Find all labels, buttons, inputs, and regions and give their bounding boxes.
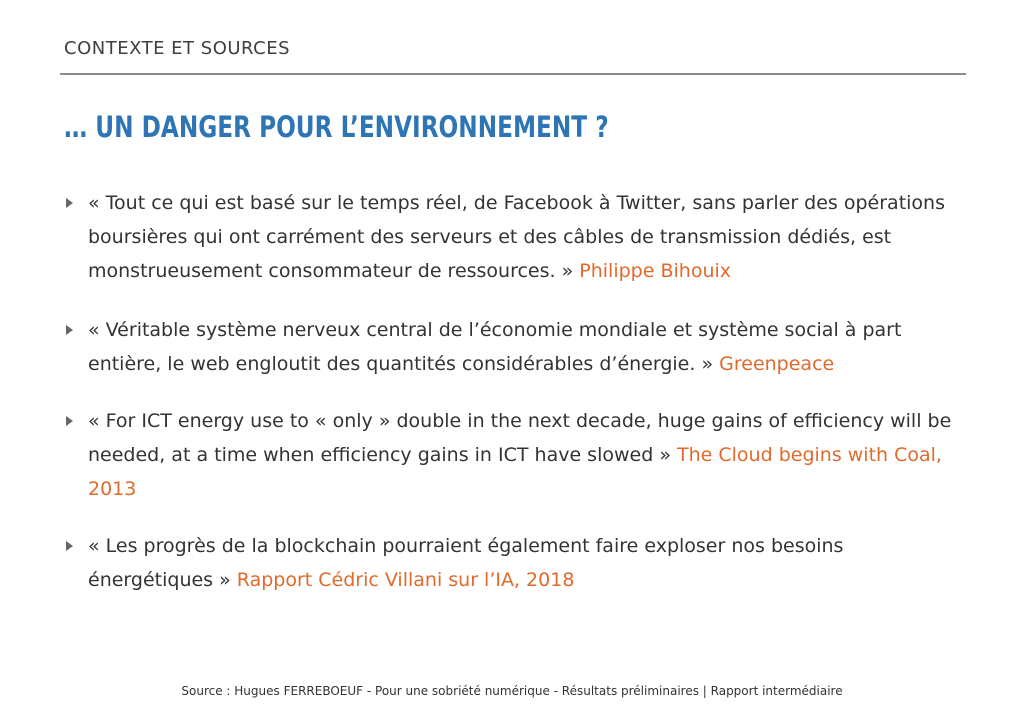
footer-source: Source : Hugues FERREBOEUF - Pour une sobriété numérique - Résultats préliminaires | Rapport intermédiaire — [181, 684, 843, 698]
bullet-quote: « Tout ce qui est basé sur le temps réel, de Facebook à Twitter, sans parler des opérations boursières qui ont carrément des serveurs et des câbles de transmission dédiés, est monstrueusement consommateur de ressources. » — [88, 192, 945, 282]
triangle-bullet-icon — [66, 325, 73, 335]
bullet-item — [64, 186, 964, 288]
triangle-bullet-icon — [66, 198, 73, 208]
bullet-item — [64, 529, 964, 597]
section-label: CONTEXTE ET SOURCES — [64, 38, 291, 59]
bullet-item — [64, 313, 964, 381]
bullet-attribution: Philippe Bihouix — [579, 260, 732, 282]
triangle-bullet-icon — [66, 541, 73, 551]
bullet-quote: « Les progrès de la blockchain pourraient également faire exploser nos besoins énergétiques » — [88, 535, 844, 591]
section-divider — [60, 73, 966, 75]
bullet-quote: « Véritable système nerveux central de l’économie mondiale et système social à part entière, le web engloutit des quantités considérables d’énergie. » — [88, 319, 902, 375]
slide-title: … UN DANGER POUR L’ENVIRONNEMENT ? — [64, 110, 609, 144]
bullet-attribution: Rapport Cédric Villani sur l’IA, 2018 — [236, 569, 575, 591]
bullet-item — [64, 404, 964, 506]
triangle-bullet-icon — [66, 416, 73, 426]
bullet-list — [64, 186, 964, 621]
bullet-quote: « For ICT energy use to « only » double in the next decade, huge gains of efficiency will be needed, at a time when efficiency gains in ICT have slowed » — [88, 410, 952, 466]
bullet-attribution: The Cloud begins with Coal, 2013 — [88, 444, 942, 500]
bullet-attribution: Greenpeace — [719, 353, 835, 375]
